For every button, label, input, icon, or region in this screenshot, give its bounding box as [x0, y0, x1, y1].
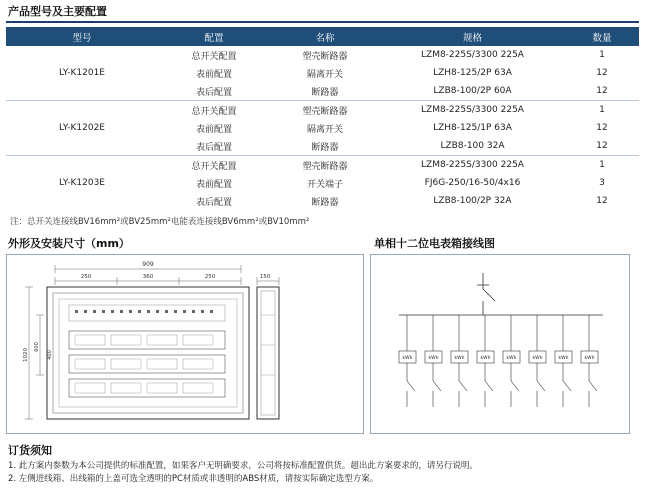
table-header-row: [6, 27, 639, 46]
left-drawing-column: [0, 233, 368, 434]
cell-config: 总开关配置: [191, 51, 237, 62]
right-drawing-column: [368, 233, 636, 434]
cell-config: 表后配置: [195, 142, 232, 153]
cell-name: 断路器: [311, 87, 339, 98]
order-notice-line-1: 1. 此方案内参数为本公司提供的标准配置，如果客户无明确要求，公司将按标准配置供货。超出此方案要求的，请另行说明。: [8, 461, 478, 471]
cell-qty: 12: [596, 123, 608, 133]
meter-label: kWh: [428, 356, 439, 361]
cell-name: 塑壳断路器: [270, 156, 380, 175]
cell-name: 断路器: [311, 142, 339, 153]
cell-spec: LZH8-125/1P 63A: [433, 123, 512, 133]
cell-config: 表后配置: [195, 87, 232, 98]
table-row: [6, 101, 639, 120]
cell-spec: FJ6G-250/16-50/4x16: [424, 178, 521, 188]
order-notice-line-2: 2. 左侧进线箱、出线箱的上盖可选全透明的PC材质或非透明的ABS材质，请按实际确定选型方案。: [8, 474, 379, 485]
dim-top-left: 250: [80, 274, 92, 280]
spec-table: [6, 27, 639, 210]
cell-model: LY-K1203E: [6, 156, 158, 211]
dim-top-mid: 360: [142, 274, 154, 280]
cell-spec: LZB8-100/2P 60A: [433, 86, 512, 96]
dim-top-total: 909: [142, 261, 154, 268]
dim-top-right: 250: [204, 274, 216, 280]
col-header-qty: 数量: [565, 27, 639, 46]
cell-spec: LZM8-225S/3300 225A: [421, 50, 524, 60]
enclosure-dimension-drawing: [6, 254, 364, 434]
cell-spec: LZH8-125/2P 63A: [433, 68, 512, 78]
cell-config: 表前配置: [195, 179, 232, 190]
cell-spec: LZB8-100/2P 32A: [433, 196, 512, 206]
cell-name: 断路器: [311, 197, 339, 208]
cell-qty: 12: [596, 68, 608, 78]
wiring-svg: [371, 255, 629, 431]
table-row: [6, 46, 639, 64]
meter-label: kWh: [558, 356, 569, 361]
cell-qty: 12: [596, 86, 608, 96]
cell-qty: 1: [565, 101, 639, 120]
wiring-diagram: [370, 254, 630, 434]
page-title: 产品型号及主要配置: [8, 5, 107, 18]
cell-name: 塑壳断路器: [270, 101, 380, 120]
dim-left-height: 1020: [23, 348, 29, 362]
cell-name: 隔离开关: [306, 124, 343, 135]
cell-model: LY-K1201E: [59, 68, 105, 78]
cell-qty: 1: [599, 50, 605, 60]
enclosure-svg: [7, 255, 365, 431]
right-drawing-title: 单相十二位电表箱接线图: [374, 237, 495, 250]
col-header-model: 型号: [6, 27, 158, 46]
meter-label: kWh: [532, 356, 543, 361]
dim-inner-height2: 400: [47, 350, 53, 360]
cell-qty: 3: [599, 178, 605, 188]
order-notice-title: 订货须知: [8, 444, 52, 457]
drawings-area: [0, 233, 645, 434]
cell-qty: 1: [565, 156, 639, 175]
meter-label: kWh: [584, 356, 595, 361]
cell-config: 表前配置: [195, 124, 232, 135]
cell-spec: LZB8-100 32A: [440, 141, 505, 151]
cell-name: 塑壳断路器: [302, 51, 348, 62]
meter-label: kWh: [402, 356, 413, 361]
cell-config: 表后配置: [195, 197, 232, 208]
cell-config: 总开关配置: [158, 156, 270, 175]
col-header-config: 配置: [158, 27, 270, 46]
cell-qty: 12: [596, 196, 608, 206]
cell-qty: 12: [596, 141, 608, 151]
dim-inner-height: 600: [34, 342, 40, 352]
meter-label: kWh: [506, 356, 517, 361]
cell-name: 隔离开关: [306, 69, 343, 80]
table-footnote: 注：总开关连接线BV16mm²或BV25mm²电能表连接线BV6mm²或BV10mm²: [10, 217, 310, 227]
meter-label: kWh: [480, 356, 491, 361]
cell-model: LY-K1202E: [6, 101, 158, 156]
dim-depth: 150: [259, 274, 271, 280]
col-header-name: 名称: [270, 27, 380, 46]
left-drawing-title: 外形及安装尺寸（mm）: [8, 237, 130, 250]
title-divider: [6, 21, 639, 23]
cell-spec: LZM8-225S/3300 225A: [380, 101, 565, 120]
table-row: [6, 156, 639, 175]
col-header-spec: 规格: [380, 27, 565, 46]
meter-label: kWh: [454, 356, 465, 361]
cell-config: 表前配置: [195, 69, 232, 80]
cell-config: 总开关配置: [158, 101, 270, 120]
cell-spec: LZM8-225S/3300 225A: [380, 156, 565, 175]
cell-name: 开关端子: [306, 179, 343, 190]
